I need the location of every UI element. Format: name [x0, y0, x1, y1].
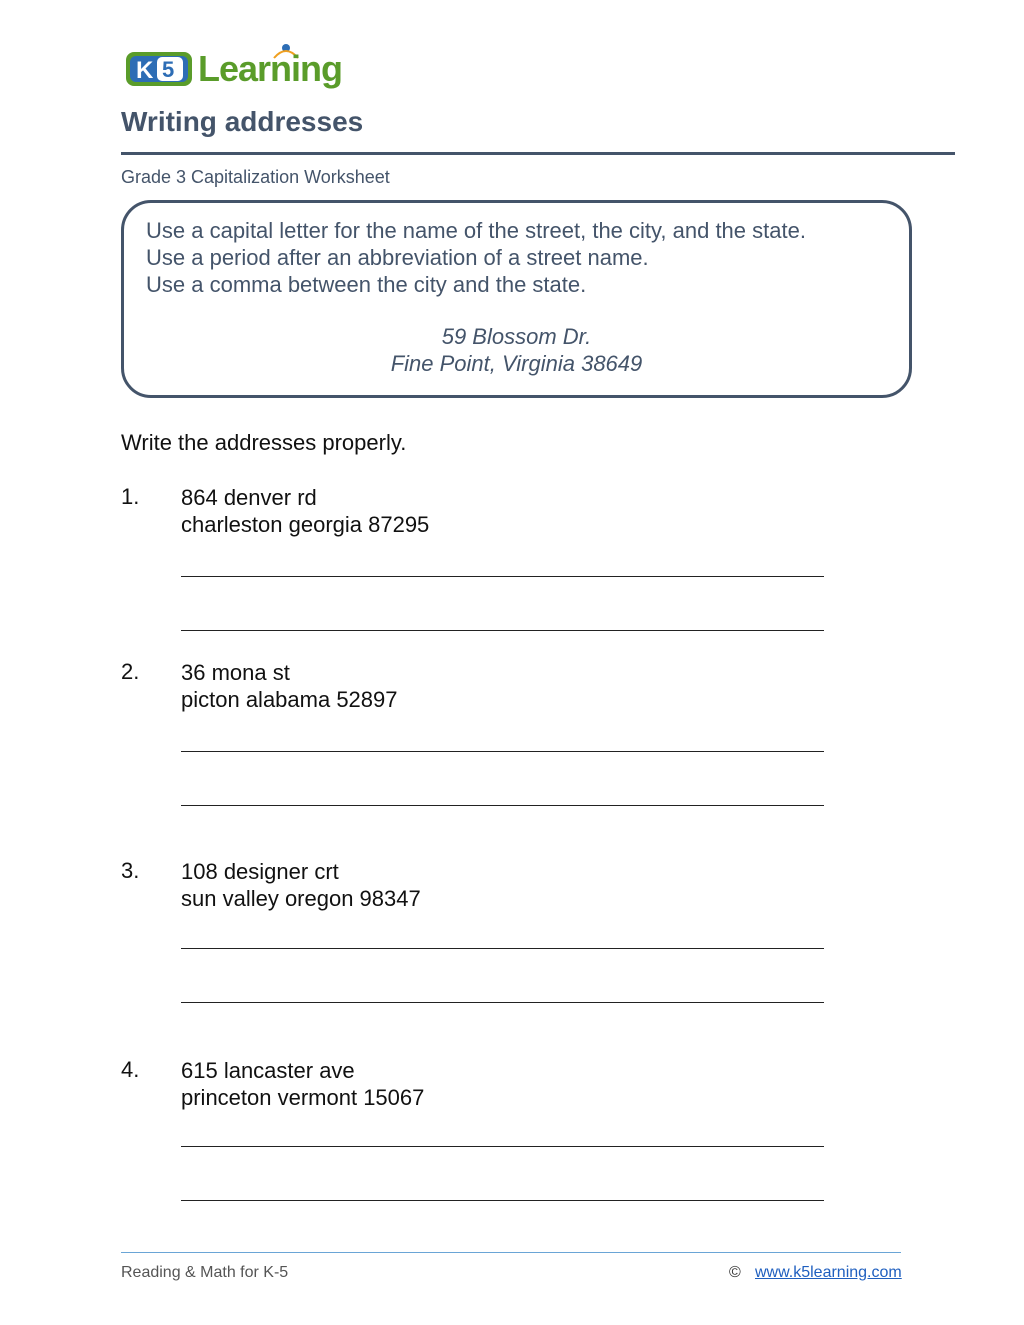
item-number: 1. [121, 484, 140, 509]
item-number: 2. [121, 659, 140, 684]
svg-text:K: K [136, 57, 154, 84]
footer-tagline: Reading & Math for K-5 [121, 1264, 289, 1281]
item-address [181, 659, 398, 713]
item-city-state: princeton vermont 15067 [181, 1085, 425, 1110]
item-address [181, 858, 421, 912]
k5-learning-logo [124, 38, 344, 94]
title-divider [121, 152, 955, 155]
answer-line[interactable] [181, 1002, 824, 1003]
answer-line[interactable] [181, 576, 824, 577]
item-street: 615 lancaster ave [181, 1058, 355, 1083]
exercise-item [121, 659, 139, 685]
copyright-symbol: © [729, 1264, 741, 1281]
example-street: 59 Blossom Dr. [441, 324, 592, 349]
answer-line[interactable] [181, 630, 824, 631]
logo-wordmark: Learning [198, 48, 343, 89]
footer-divider [121, 1252, 901, 1253]
page-title: Writing addresses [121, 106, 364, 137]
item-city-state: charleston georgia 87295 [181, 512, 430, 537]
answer-line[interactable] [181, 948, 824, 949]
instruction-text: Write the addresses properly. [121, 430, 407, 455]
item-number: 3. [121, 858, 140, 883]
answer-line[interactable] [181, 1200, 824, 1201]
example-city-state: Fine Point, Virginia 38649 [390, 351, 643, 376]
website-link[interactable]: www.k5learning.com [755, 1264, 902, 1281]
item-street: 36 mona st [181, 660, 290, 685]
item-address [181, 1057, 424, 1111]
item-street: 864 denver rd [181, 485, 317, 510]
item-street: 108 designer crt [181, 859, 339, 884]
answer-line[interactable] [181, 751, 824, 752]
answer-line[interactable] [181, 805, 824, 806]
rule-capital-letters: Use a capital letter for the name of the street, the city, and the state. [146, 218, 806, 243]
svg-text:5: 5 [162, 57, 175, 82]
item-city-state: sun valley oregon 98347 [181, 886, 421, 911]
answer-line[interactable] [181, 1146, 824, 1147]
exercise-item [121, 1057, 139, 1083]
rule-comma: Use a comma between the city and the state. [146, 272, 587, 297]
item-number: 4. [121, 1057, 140, 1082]
worksheet-subtitle: Grade 3 Capitalization Worksheet [121, 167, 390, 187]
rule-period: Use a period after an abbreviation of a street name. [146, 245, 649, 270]
exercise-item [121, 858, 139, 884]
exercise-item [121, 484, 139, 510]
item-city-state: picton alabama 52897 [181, 687, 398, 712]
item-address [181, 484, 429, 538]
rules-box [121, 200, 912, 398]
